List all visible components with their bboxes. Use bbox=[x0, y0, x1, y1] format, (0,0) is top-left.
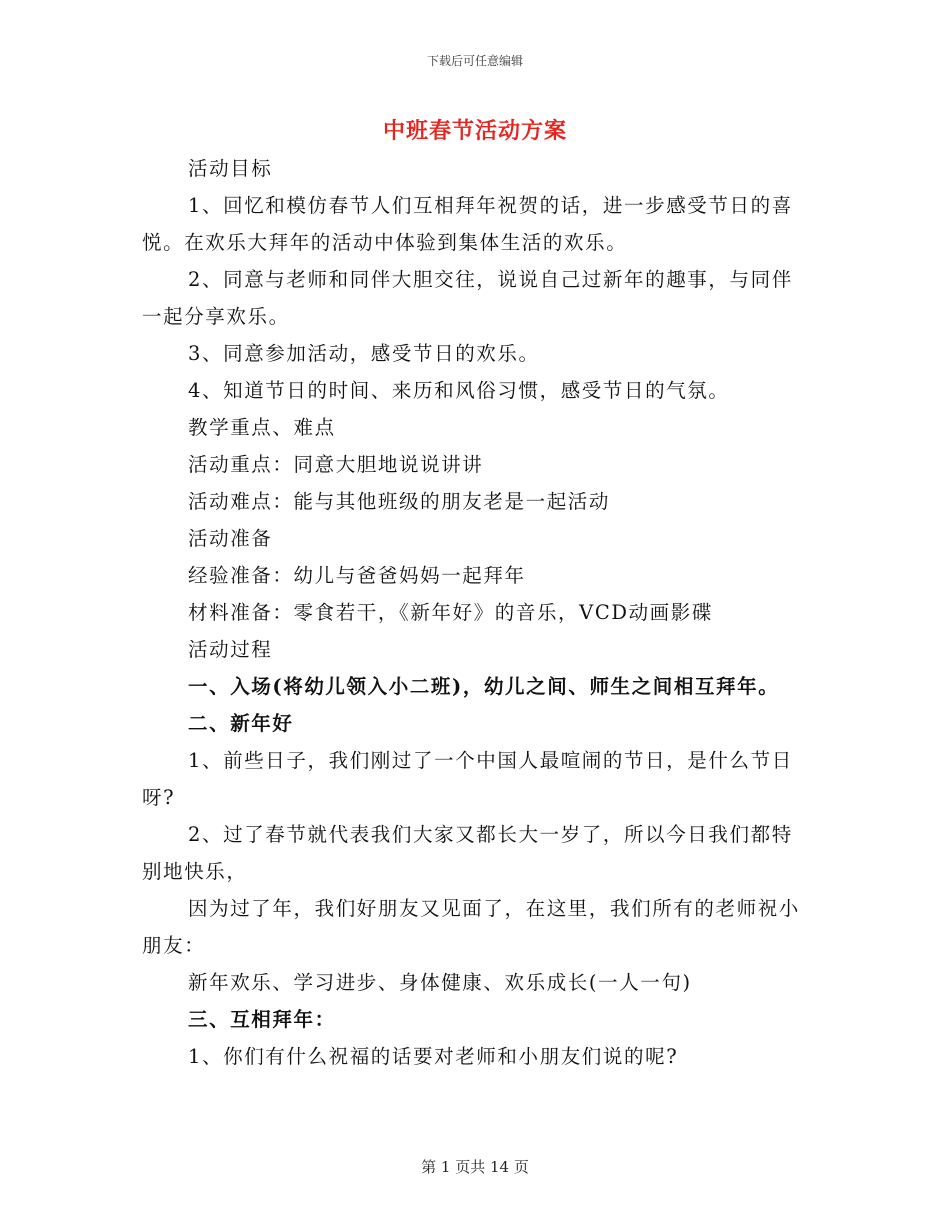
paragraph: 活动准备 bbox=[188, 527, 273, 550]
section-heading: 一、入场(将幼儿领入小二班)，幼儿之间、师生之间相互拜年。 bbox=[188, 675, 780, 698]
paragraph: 1、你们有什么祝福的话要对老师和小朋友们说的呢? bbox=[188, 1045, 679, 1068]
paragraph: 4、知道节日的时间、来历和风俗习惯，感受节日的气氛。 bbox=[188, 379, 730, 402]
section-heading: 二、新年好 bbox=[188, 712, 294, 735]
paragraph: 活动目标 bbox=[188, 157, 273, 180]
header-note: 下载后可任意编辑 bbox=[426, 54, 523, 68]
paragraph: 3、同意参加活动，感受节日的欢乐。 bbox=[188, 342, 540, 365]
paragraph: 活动难点：能与其他班级的朋友老是一起活动 bbox=[188, 490, 611, 513]
paragraph: 经验准备：幼儿与爸爸妈妈一起拜年 bbox=[188, 564, 526, 587]
paragraph: 因为过了年，我们好朋友又见面了，在这里，我们所有的老师祝小朋友： bbox=[142, 897, 800, 957]
paragraph: 活动过程 bbox=[188, 638, 273, 661]
paragraph: 1、回忆和模仿春节人们互相拜年祝贺的话，进一步感受节日的喜悦。在欢乐大拜年的活动中体验到集体生活的欢乐。 bbox=[142, 194, 793, 254]
paragraph: 1、前些日子，我们刚过了一个中国人最喧闹的节日，是什么节日呀? bbox=[142, 749, 793, 809]
document-body bbox=[142, 150, 812, 1075]
paragraph: 材料准备：零食若干，《新年好》的音乐，VCD动画影碟 bbox=[188, 601, 713, 624]
paragraph: 教学重点、难点 bbox=[188, 416, 336, 439]
paragraph: 2、过了春节就代表我们大家又都长大一岁了，所以今日我们都特别地快乐， bbox=[142, 823, 793, 883]
paragraph: 2、同意与老师和同伴大胆交往，说说自己过新年的趣事，与同伴一起分享欢乐。 bbox=[142, 268, 793, 328]
paragraph: 新年欢乐、学习进步、身体健康、欢乐成长(一人一句) bbox=[188, 971, 692, 994]
paragraph: 活动重点：同意大胆地说说讲讲 bbox=[188, 453, 484, 476]
page-footer: 第 1 页共 14 页 bbox=[421, 1158, 529, 1176]
section-heading: 三、互相拜年： bbox=[188, 1008, 336, 1031]
document-title: 中班春节活动方案 bbox=[382, 118, 567, 144]
